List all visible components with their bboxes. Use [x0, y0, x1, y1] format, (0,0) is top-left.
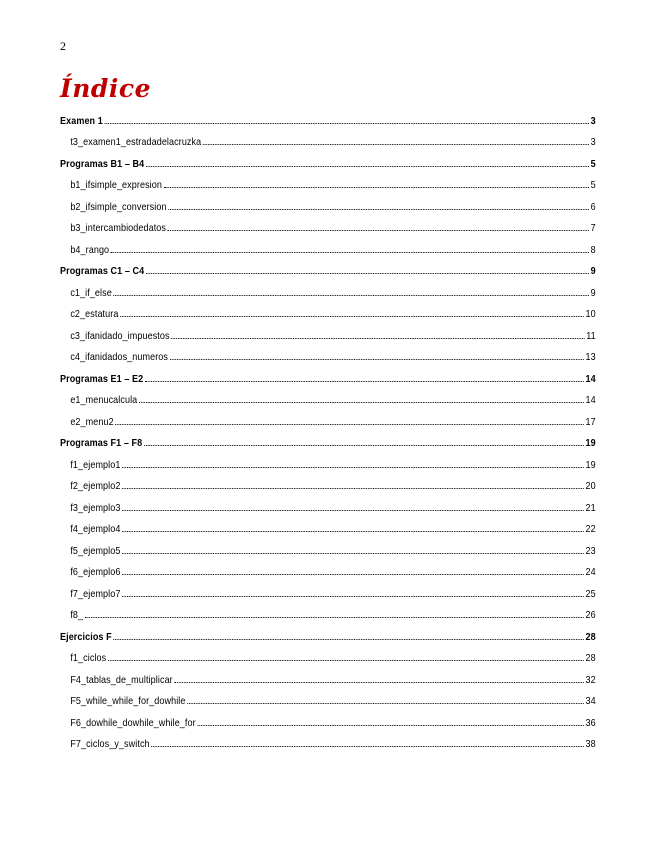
toc-section-entry[interactable]	[60, 428, 596, 450]
toc-dot-leader	[139, 401, 584, 403]
toc-subentry[interactable]	[60, 299, 596, 321]
toc-subentry[interactable]	[60, 277, 596, 299]
page-title: Índice	[60, 74, 151, 103]
toc-entry-page: 28	[585, 652, 596, 664]
toc-section-entry[interactable]	[60, 256, 596, 278]
toc-subentry[interactable]	[60, 191, 596, 213]
toc-entry-label: f2_ejemplo2	[70, 480, 121, 492]
toc-dot-leader	[114, 294, 589, 296]
toc-dot-leader	[146, 272, 589, 274]
toc-entry-label: f1_ciclos	[70, 652, 107, 664]
toc-dot-leader	[164, 186, 589, 188]
toc-dot-leader	[122, 487, 584, 489]
toc-dot-leader	[115, 423, 583, 425]
toc-subentry[interactable]	[60, 234, 596, 256]
toc-subentry[interactable]	[60, 170, 596, 192]
table-of-contents	[60, 105, 596, 750]
toc-dot-leader	[144, 444, 584, 446]
toc-entry-label: F7_ciclos_y_switch	[70, 738, 150, 750]
toc-subentry[interactable]	[60, 449, 596, 471]
toc-entry-page: 9	[590, 286, 596, 299]
toc-entry-page: 22	[585, 523, 596, 535]
toc-subentry[interactable]	[60, 514, 596, 536]
toc-dot-leader	[122, 530, 584, 532]
toc-entry-page: 9	[590, 265, 596, 277]
toc-dot-leader	[122, 466, 584, 468]
toc-entry-page: 11	[586, 329, 596, 342]
toc-dot-leader	[111, 251, 589, 253]
toc-entry-page: 25	[585, 587, 596, 600]
toc-entry-label: b4_rango	[70, 243, 110, 256]
toc-subentry[interactable]	[60, 578, 596, 600]
toc-entry-label: f1_ejemplo1	[70, 458, 121, 471]
toc-entry-page: 3	[590, 136, 596, 148]
toc-entry-label: b1_ifsimple_expresion	[70, 179, 162, 191]
toc-entry-page: 17	[585, 415, 596, 428]
toc-section-entry[interactable]	[60, 363, 596, 385]
toc-entry-page: 20	[585, 480, 596, 492]
toc-dot-leader	[170, 358, 584, 360]
toc-subentry[interactable]	[60, 664, 596, 686]
toc-entry-page: 19	[585, 437, 596, 449]
toc-entry-page: 10	[585, 308, 596, 320]
toc-dot-leader	[146, 165, 589, 167]
toc-dot-leader	[108, 659, 584, 661]
toc-entry-page: 13	[585, 351, 596, 363]
toc-entry-label: Programas C1 – C4	[60, 265, 145, 277]
toc-entry-label: f4_ejemplo4	[70, 523, 121, 535]
toc-entry-label: e1_menucalcula	[70, 394, 138, 406]
toc-entry-page: 3	[590, 114, 596, 127]
toc-entry-label: Examen 1	[60, 114, 103, 127]
toc-section-entry[interactable]	[60, 148, 596, 170]
toc-dot-leader	[113, 638, 583, 640]
toc-section-entry[interactable]	[60, 621, 596, 643]
toc-entry-page: 28	[585, 630, 596, 643]
toc-entry-label: f3_ejemplo3	[70, 501, 121, 514]
toc-entry-label: f6_ejemplo6	[70, 566, 121, 578]
toc-subentry[interactable]	[60, 213, 596, 235]
toc-entry-page: 8	[590, 243, 596, 256]
toc-subentry[interactable]	[60, 643, 596, 665]
toc-entry-page: 23	[585, 544, 596, 557]
toc-subentry[interactable]	[60, 600, 596, 622]
toc-dot-leader	[120, 315, 584, 317]
toc-entry-page: 5	[590, 179, 596, 191]
toc-entry-label: Programas B1 – B4	[60, 157, 145, 170]
toc-entry-page: 26	[585, 609, 596, 621]
toc-entry-page: 36	[585, 716, 596, 729]
toc-subentry[interactable]	[60, 320, 596, 342]
toc-entry-label: Programas F1 – F8	[60, 437, 143, 449]
toc-entry-label: e2_menu2	[70, 415, 114, 428]
toc-entry-page: 6	[590, 200, 596, 213]
toc-subentry[interactable]	[60, 557, 596, 579]
toc-subentry[interactable]	[60, 686, 596, 708]
toc-entry-page: 21	[585, 501, 596, 514]
toc-entry-label: b3_intercambiodedatos	[70, 222, 167, 234]
toc-entry-page: 19	[585, 458, 596, 471]
toc-subentry[interactable]	[60, 729, 596, 751]
toc-subentry[interactable]	[60, 385, 596, 407]
toc-entry-label: b2_ifsimple_conversion	[70, 200, 167, 213]
toc-dot-leader	[85, 616, 584, 618]
toc-section-entry[interactable]	[60, 105, 596, 127]
toc-entry-label: f8_	[70, 609, 84, 621]
toc-entry-label: c1_if_else	[70, 286, 112, 299]
toc-subentry[interactable]	[60, 471, 596, 493]
toc-entry-page: 38	[585, 738, 596, 750]
toc-dot-leader	[122, 509, 584, 511]
toc-dot-leader	[122, 595, 584, 597]
toc-dot-leader	[145, 380, 584, 382]
toc-subentry[interactable]	[60, 127, 596, 149]
toc-dot-leader	[171, 337, 584, 339]
toc-entry-page: 5	[590, 157, 596, 170]
page-number: 2	[60, 39, 66, 53]
toc-entry-label: Ejercicios F	[60, 630, 112, 643]
toc-dot-leader	[122, 552, 584, 554]
toc-entry-label: f5_ejemplo5	[70, 544, 121, 557]
toc-dot-leader	[175, 681, 584, 683]
toc-entry-label: f7_ejemplo7	[70, 587, 121, 600]
toc-dot-leader	[187, 702, 584, 704]
toc-subentry[interactable]	[60, 406, 596, 428]
toc-subentry[interactable]	[60, 342, 596, 364]
toc-entry-label: c2_estatura	[70, 308, 119, 320]
toc-entry-label: F6_dowhile_dowhile_while_for	[70, 716, 196, 729]
toc-entry-label: t3_examen1_estradadelacruzka	[70, 136, 202, 148]
toc-entry-label: Programas E1 – E2	[60, 372, 144, 385]
toc-dot-leader	[105, 122, 589, 124]
toc-entry-label: F5_while_while_for_dowhile	[70, 695, 186, 707]
toc-entry-label: c3_ifanidado_impuestos	[70, 329, 170, 342]
toc-entry-label: c4_ifanidados_numeros	[70, 351, 169, 363]
toc-entry-label: F4_tablas_de_multiplicar	[70, 673, 173, 686]
toc-dot-leader	[197, 724, 583, 726]
toc-dot-leader	[168, 208, 589, 210]
toc-entry-page: 14	[585, 394, 596, 406]
toc-entry-page: 24	[585, 566, 596, 578]
toc-subentry[interactable]	[60, 707, 596, 729]
toc-subentry[interactable]	[60, 492, 596, 514]
toc-entry-page: 34	[585, 695, 596, 707]
toc-dot-leader	[168, 229, 589, 231]
toc-dot-leader	[151, 745, 583, 747]
toc-entry-page: 7	[590, 222, 596, 234]
toc-entry-page: 32	[585, 673, 596, 686]
toc-dot-leader	[122, 573, 584, 575]
toc-subentry[interactable]	[60, 535, 596, 557]
toc-entry-page: 14	[585, 372, 596, 385]
toc-dot-leader	[203, 143, 589, 145]
